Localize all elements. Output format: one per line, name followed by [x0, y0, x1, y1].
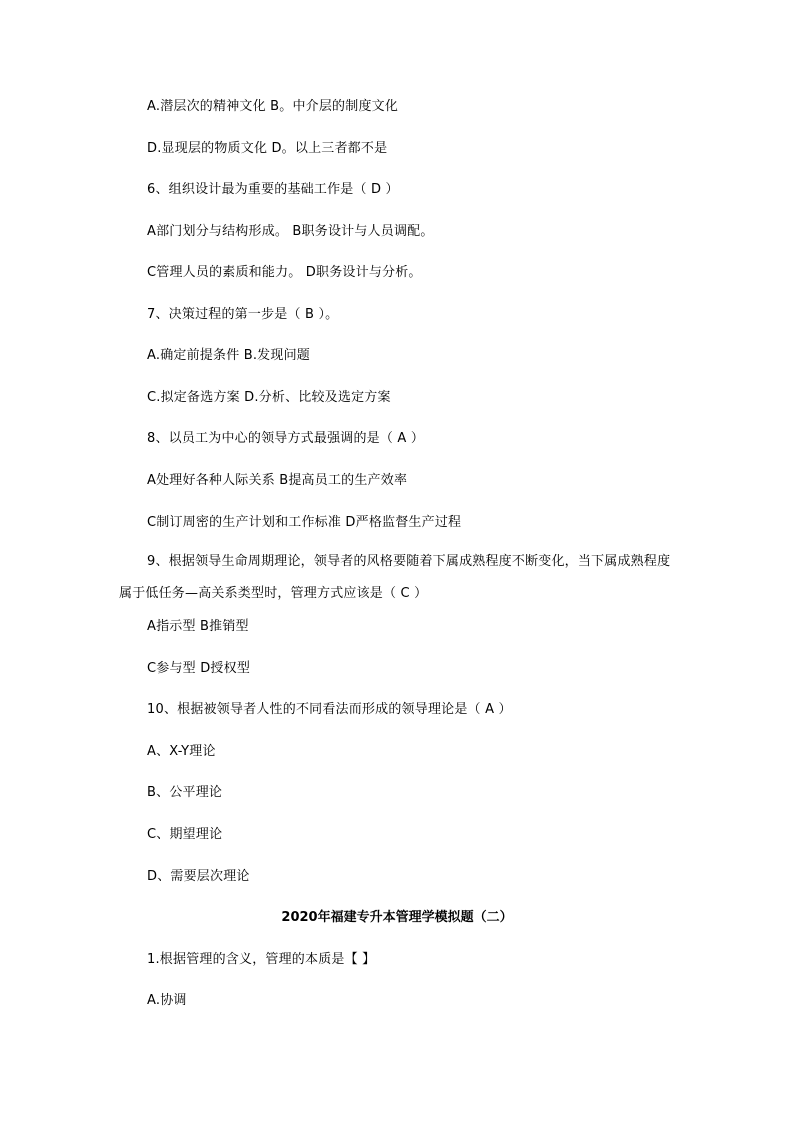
text-line: A.确定前提条件 B.发现问题: [147, 348, 310, 363]
question-7: 7、决策过程的第一步是（ B ）。: [147, 307, 339, 322]
question-10: 10、根据被领导者人性的不同看法而形成的领导理论是（ A ）: [147, 702, 512, 717]
text-line: C管理人员的素质和能力。 D职务设计与分析。: [147, 265, 422, 280]
text-line: C、期望理论: [147, 827, 223, 842]
text-line: D.显现层的物质文化 D。以上三者都不是: [147, 141, 388, 156]
question-9: 9、根据领导生命周期理论，领导者的风格要随着下属成熟程度不断变化，当下属成熟程度属于低任务—高关系类型时，管理方式应该是（ C ）: [119, 554, 671, 601]
text-line: A处理好各种人际关系 B提高员工的生产效率: [147, 473, 408, 488]
text-line: A.协调: [147, 993, 187, 1008]
text-line: B、公平理论: [147, 785, 223, 800]
question-8: 8、以员工为中心的领导方式最强调的是（ A ）: [147, 431, 425, 446]
section-title: 2020年福建专升本管理学模拟题（二）: [281, 910, 513, 925]
text-line: A.潜层次的精神文化 B。中介层的制度文化: [147, 99, 399, 114]
text-line: A、X-Y理论: [147, 744, 216, 759]
question-1: 1.根据管理的含义，管理的本质是【 】: [147, 952, 376, 967]
text-line: C制订周密的生产计划和工作标准 D严格监督生产过程: [147, 515, 462, 530]
text-line: D、需要层次理论: [147, 869, 250, 884]
question-6: 6、组织设计最为重要的基础工作是（ D ）: [147, 182, 399, 197]
text-line: A部门划分与结构形成。 B职务设计与人员调配。: [147, 224, 434, 239]
text-line: C.拟定备选方案 D.分析、比较及选定方案: [147, 390, 391, 405]
text-line: C参与型 D授权型: [147, 661, 251, 676]
text-line: A指示型 B推销型: [147, 619, 249, 634]
